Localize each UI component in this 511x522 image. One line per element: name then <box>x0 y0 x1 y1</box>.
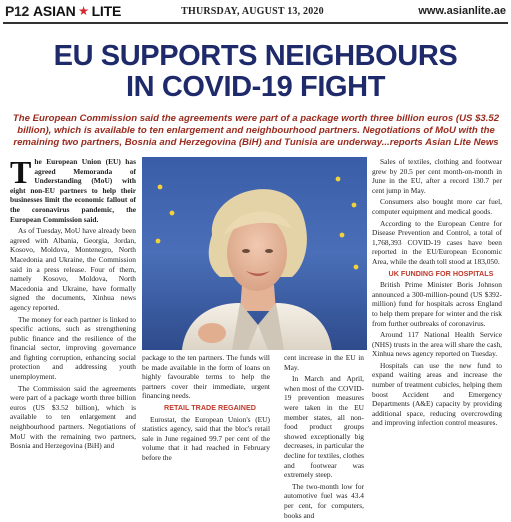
paragraph: cent increase in the EU in May. <box>284 353 364 372</box>
paragraph: As of Tuesday, MoU have already been agreed with Albania, Georgia, Jordan, Kosovo, Moldova, Montenegro, North Macedonia and Ukraine, the Commission said in a press release. Four of them, namely Kosovo, Moldova, North Macedonia and Ukraine, have formally signed the documents, Xinhua news agency reported. <box>10 226 136 312</box>
article-column-4 <box>372 157 502 430</box>
paragraph: The Commission said the agreements were part of a package worth three billion euros (US $3.52 billion), which is available to ten enlargement and neighbourhood partners. Negotiations of MoU with the remaining two partners, Bosnia and Herzegovina (BiH) and <box>10 383 136 451</box>
brand-left: ASIAN <box>33 3 76 19</box>
article-column-2 <box>142 353 270 465</box>
paragraph: The money for each partner is linked to specific actions, such as strengthening public finance and the resilience of the financial sector, improving governance and fighting corruption, enhancing social protection and addressing youth unemployment. <box>10 314 136 382</box>
paragraph: package to the ten partners. The funds will be made available in the form of loans on highly favourable terms to help the partners cover their immediate, urgent financing needs. <box>142 353 270 401</box>
brand-logo <box>33 3 121 19</box>
drop-cap: T <box>10 154 32 190</box>
headline-line-1: EU SUPPORTS NEIGHBOURS <box>53 40 458 72</box>
masthead <box>0 0 511 22</box>
paragraph: British Prime Minister Boris Johnson announced a 300-million-pound (US $392-million) fund for hospitals across England to help them prepare for winter and the risk from further outbreaks of coronavirus. <box>372 280 502 328</box>
lede-text: he European Union (EU) has agreed Memoranda of Understanding (MoU) with eight non-EU partners to help their businesses limit the economic fallout of the coronavirus pandemic, the European Commission said. <box>10 157 136 224</box>
headline-line-2: IN COVID-19 FIGHT <box>125 71 386 103</box>
star-icon <box>79 6 89 16</box>
brand-right: LITE <box>91 3 122 19</box>
paragraph: Hospitals can use the new fund to expand waiting areas and increase the number of treatment cubicles, helping them boost Accident and Emergency Departments (A&E) capacity by providing additional space, reducing overcrowding and improving infection control measures. <box>372 360 502 428</box>
article-photo <box>142 157 367 350</box>
website-url[interactable]: www.asianlite.ae <box>418 5 506 17</box>
article-column-3 <box>284 353 364 522</box>
page-number: P12 <box>5 3 30 19</box>
paragraph: Around 117 National Health Service (NHS) trusts in the area will share the cash, Xinhua news agency reported on Tuesday. <box>372 330 502 359</box>
subhead-retail-trade: RETAIL TRADE REGAINED <box>164 402 256 412</box>
portrait-photo-illustration <box>142 157 367 350</box>
headline <box>0 41 511 103</box>
paragraph: The two-month low for automotive fuel was 43.4 per cent, for computers, books and <box>284 481 364 520</box>
article-column-1 <box>10 154 136 453</box>
lede-paragraph <box>10 154 136 224</box>
standfirst: The European Commission said the agreements were part of a package worth three billion euros (US $3.52 billion), which is available to ten enlargement and neighbourhood partners. Negotiations of MoU with the remaining two partners, Bosnia and Herzegovina (BiH) and Tunisia are underway...reports Asian Lite News <box>12 113 500 148</box>
paragraph: In March and April, when most of the COVID-19 prevention measures were taken in the EU member states, all non-food product groups showed exceptionally big decreases, in particular the decline for textiles, clothes and footwear was extremely steep. <box>284 374 364 480</box>
subhead-uk-funding: UK FUNDING FOR HOSPITALS <box>388 268 494 278</box>
paragraph: According to the European Centre for Disease Prevention and Control, a total of 1,768,393 COVID-19 cases have been reported in the EU/European Economic Area, while the death toll stood at 183,050. <box>372 218 502 266</box>
masthead-rule <box>3 22 508 24</box>
issue-date: THURSDAY, AUGUST 13, 2020 <box>181 5 324 17</box>
paragraph: Sales of textiles, clothing and footwear grew by 20.5 per cent month-on-month in June in the EU, after a record 130.7 per cent jump in May. <box>372 157 502 195</box>
paragraph: Eurostat, the European Union's (EU) statistics agency, said that the bloc's retail sale in June regained 99.7 per cent of the volume that it had reached in February before the <box>142 414 270 462</box>
paragraph: Consumers also bought more car fuel, computer equipment and medical goods. <box>372 197 502 216</box>
